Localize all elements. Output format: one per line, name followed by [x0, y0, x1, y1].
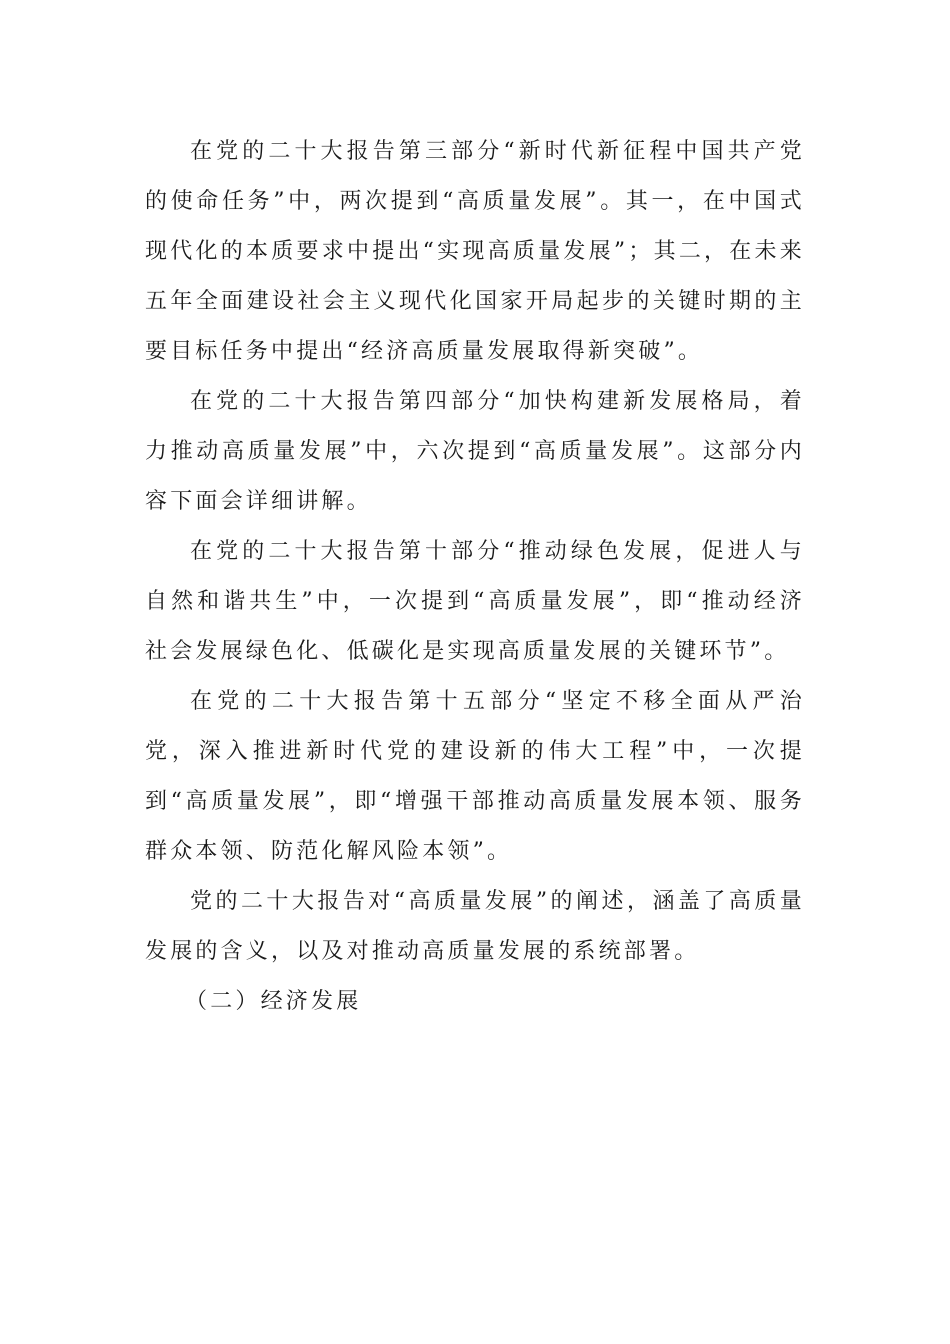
paragraph-part-three: 在党的二十大报告第三部分“新时代新征程中国共产党的使命任务”中，两次提到“高质量发展”。其一，在中国式现代化的本质要求中提出“实现高质量发展”；其二，在未来五年全面建设社会主义现代化国家开局起步的关键时期的主要目标任务中提出“经济高质量发展取得新突破”。: [145, 139, 805, 364]
paragraph-part-four: 在党的二十大报告第四部分“加快构建新发展格局，着力推动高质量发展”中，六次提到“高质量发展”。这部分内容下面会详细讲解。: [145, 389, 805, 514]
paragraph-part-fifteen: 在党的二十大报告第十五部分“坚定不移全面从严治党，深入推进新时代党的建设新的伟大工程”中，一次提到“高质量发展”，即“增强干部推动高质量发展本领、服务群众本领、防范化解风险本领”。: [145, 689, 805, 864]
section-heading: （二）经济发展: [185, 989, 362, 1014]
paragraph-part-ten: 在党的二十大报告第十部分“推动绿色发展，促进人与自然和谐共生”中，一次提到“高质量发展”，即“推动经济社会发展绿色化、低碳化是实现高质量发展的关键环节”。: [145, 539, 805, 664]
document-body: [145, 127, 805, 1027]
paragraph-summary: 党的二十大报告对“高质量发展”的阐述，涵盖了高质量发展的含义，以及对推动高质量发展的系统部署。: [145, 889, 805, 964]
